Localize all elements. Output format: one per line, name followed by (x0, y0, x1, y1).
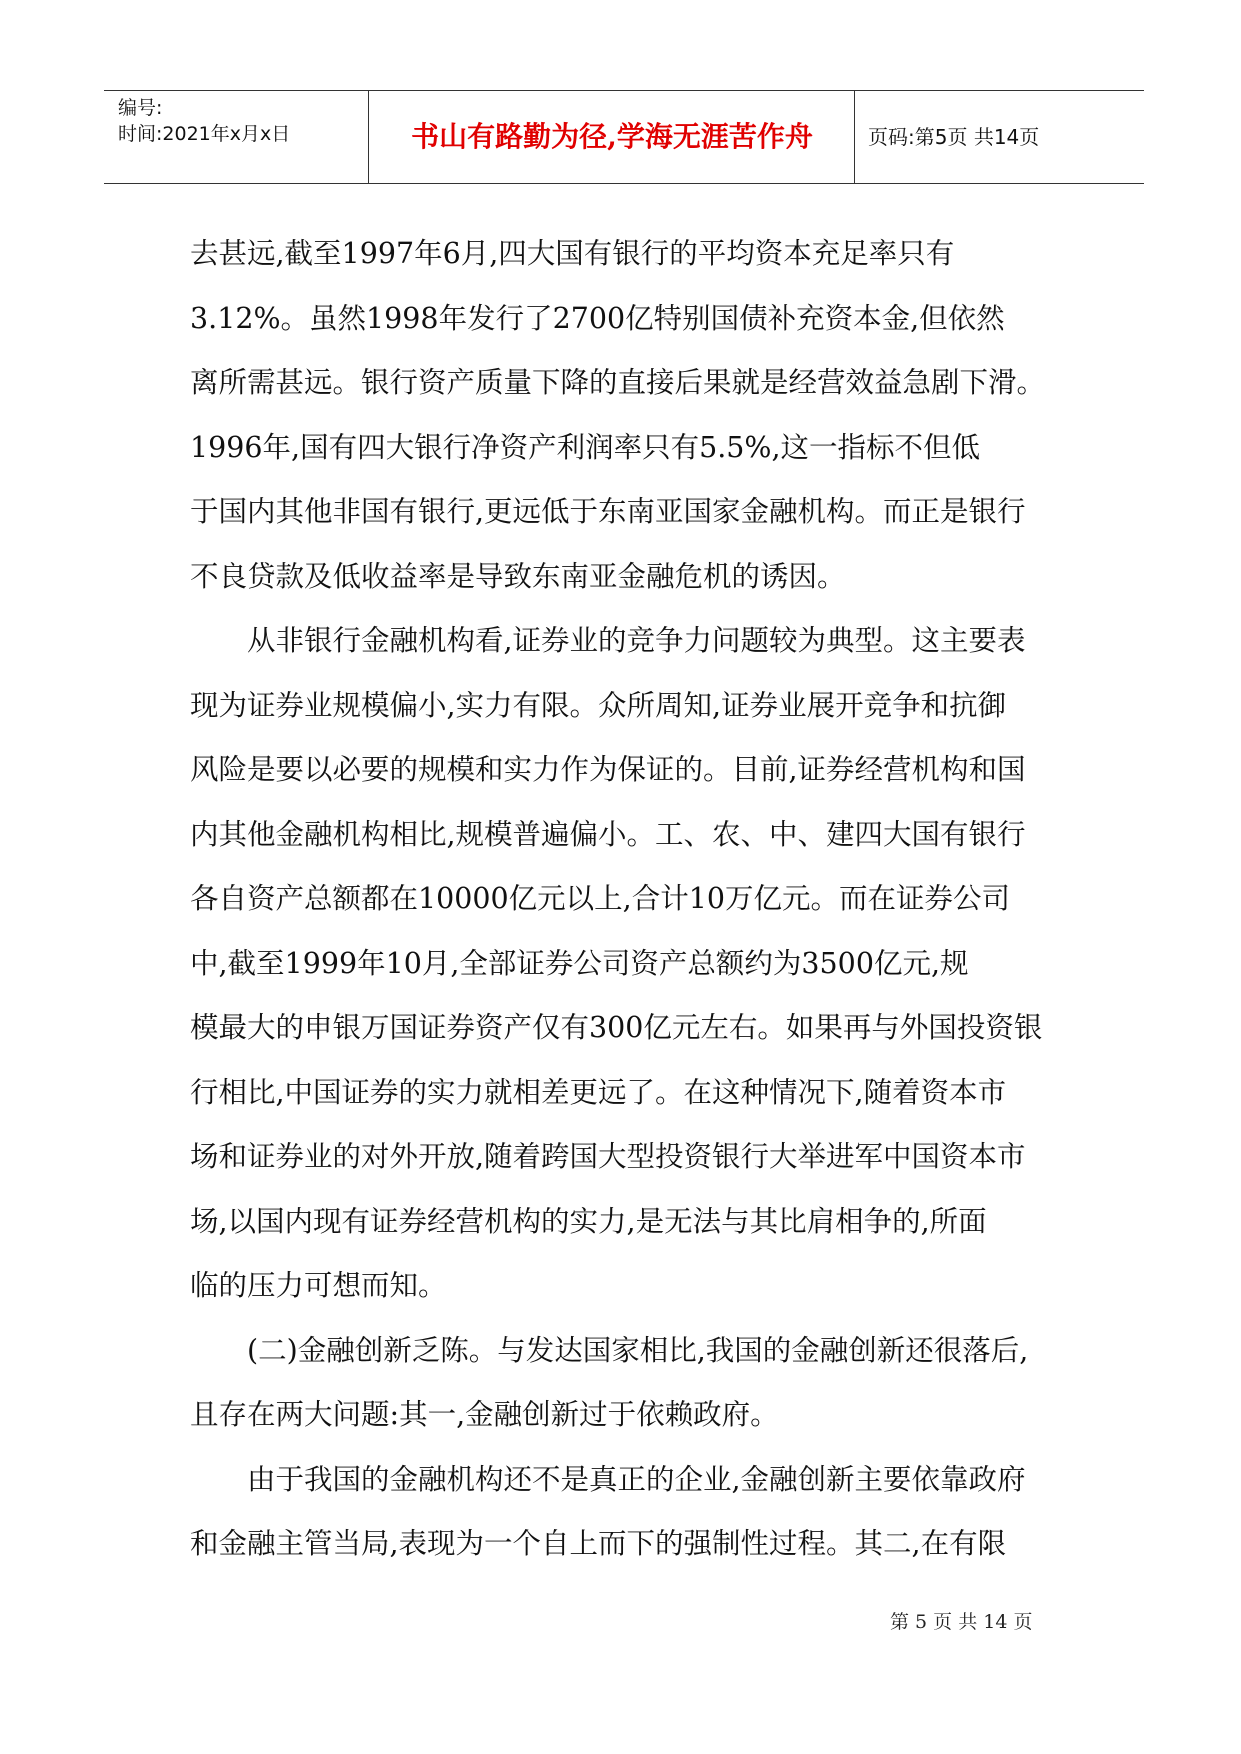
text-line: 由于我国的金融机构还不是真正的企业,金融创新主要依靠政府 (247, 1462, 1026, 1496)
text-line: 各自资产总额都在10000亿元以上,合计10万亿元。而在证券公司 (190, 882, 1010, 915)
text-line: 内其他金融机构相比,规模普遍偏小。工、农、中、建四大国有银行 (190, 817, 1026, 851)
paragraph (190, 609, 1070, 1319)
text-line: (二)金融创新乏陈。与发达国家相比,我国的金融创新还很落后, (247, 1333, 1029, 1367)
text-line: 风险是要以必要的规模和实力作为保证的。目前,证券经营机构和国 (190, 753, 1026, 786)
document-code-label: 编号: (118, 97, 163, 119)
text-line: 离所需甚远。银行资产质量下降的直接后果就是经营效益急剧下滑。 (190, 366, 1046, 399)
text-line: 1996年,国有四大银行净资产利润率只有5.5%,这一指标不但低 (190, 430, 981, 464)
text-line: 且存在两大问题:其一,金融创新过于依赖政府。 (190, 1398, 779, 1431)
text-line: 行相比,中国证券的实力就相差更远了。在这种情况下,随着资本市 (190, 1075, 1007, 1109)
text-line: 3.12%。虽然1998年发行了2700亿特别国债补充资本金,但依然 (190, 301, 1005, 335)
page-footer: 第 5 页 共 14 页 (890, 1611, 1033, 1633)
text-line: 临的压力可想而知。 (190, 1269, 447, 1302)
text-line: 现为证券业规模偏小,实力有限。众所周知,证券业展开竞争和抗御 (190, 688, 1007, 722)
document-body (190, 222, 1070, 1577)
text-line: 不良贷款及低收益率是导致东南亚金融危机的诱因。 (190, 559, 846, 593)
document-header (104, 90, 1144, 184)
text-line: 和金融主管当局,表现为一个自上而下的强制性过程。其二,在有限 (190, 1527, 1007, 1560)
paragraph (190, 1319, 1070, 1448)
document-time-label: 时间:2021年x月x日 (118, 123, 291, 145)
paragraph (190, 222, 1070, 609)
text-line: 从非银行金融机构看,证券业的竞争力问题较为典型。这主要表 (247, 624, 1026, 657)
header-motto: 书山有路勤为径,学海无涯苦作舟 (411, 120, 813, 153)
text-line: 中,截至1999年10月,全部证券公司资产总额约为3500亿元,规 (190, 946, 969, 980)
text-line: 模最大的申银万国证券资产仅有300亿元左右。如果再与外国投资银 (190, 1011, 1043, 1044)
header-page-cell (856, 91, 1144, 183)
header-page-number: 页码:第5页 共14页 (868, 125, 1040, 149)
text-line: 场,以国内现有证券经营机构的实力,是无法与其比肩相争的,所面 (190, 1204, 987, 1238)
text-line: 场和证券业的对外开放,随着跨国大型投资银行大举进军中国资本市 (190, 1140, 1026, 1173)
paragraph (190, 1448, 1070, 1577)
header-motto-cell (370, 91, 855, 183)
text-line: 于国内其他非国有银行,更远低于东南亚国家金融机构。而正是银行 (190, 495, 1026, 528)
header-info-cell (104, 91, 369, 183)
text-line: 去甚远,截至1997年6月,四大国有银行的平均资本充足率只有 (190, 237, 955, 270)
